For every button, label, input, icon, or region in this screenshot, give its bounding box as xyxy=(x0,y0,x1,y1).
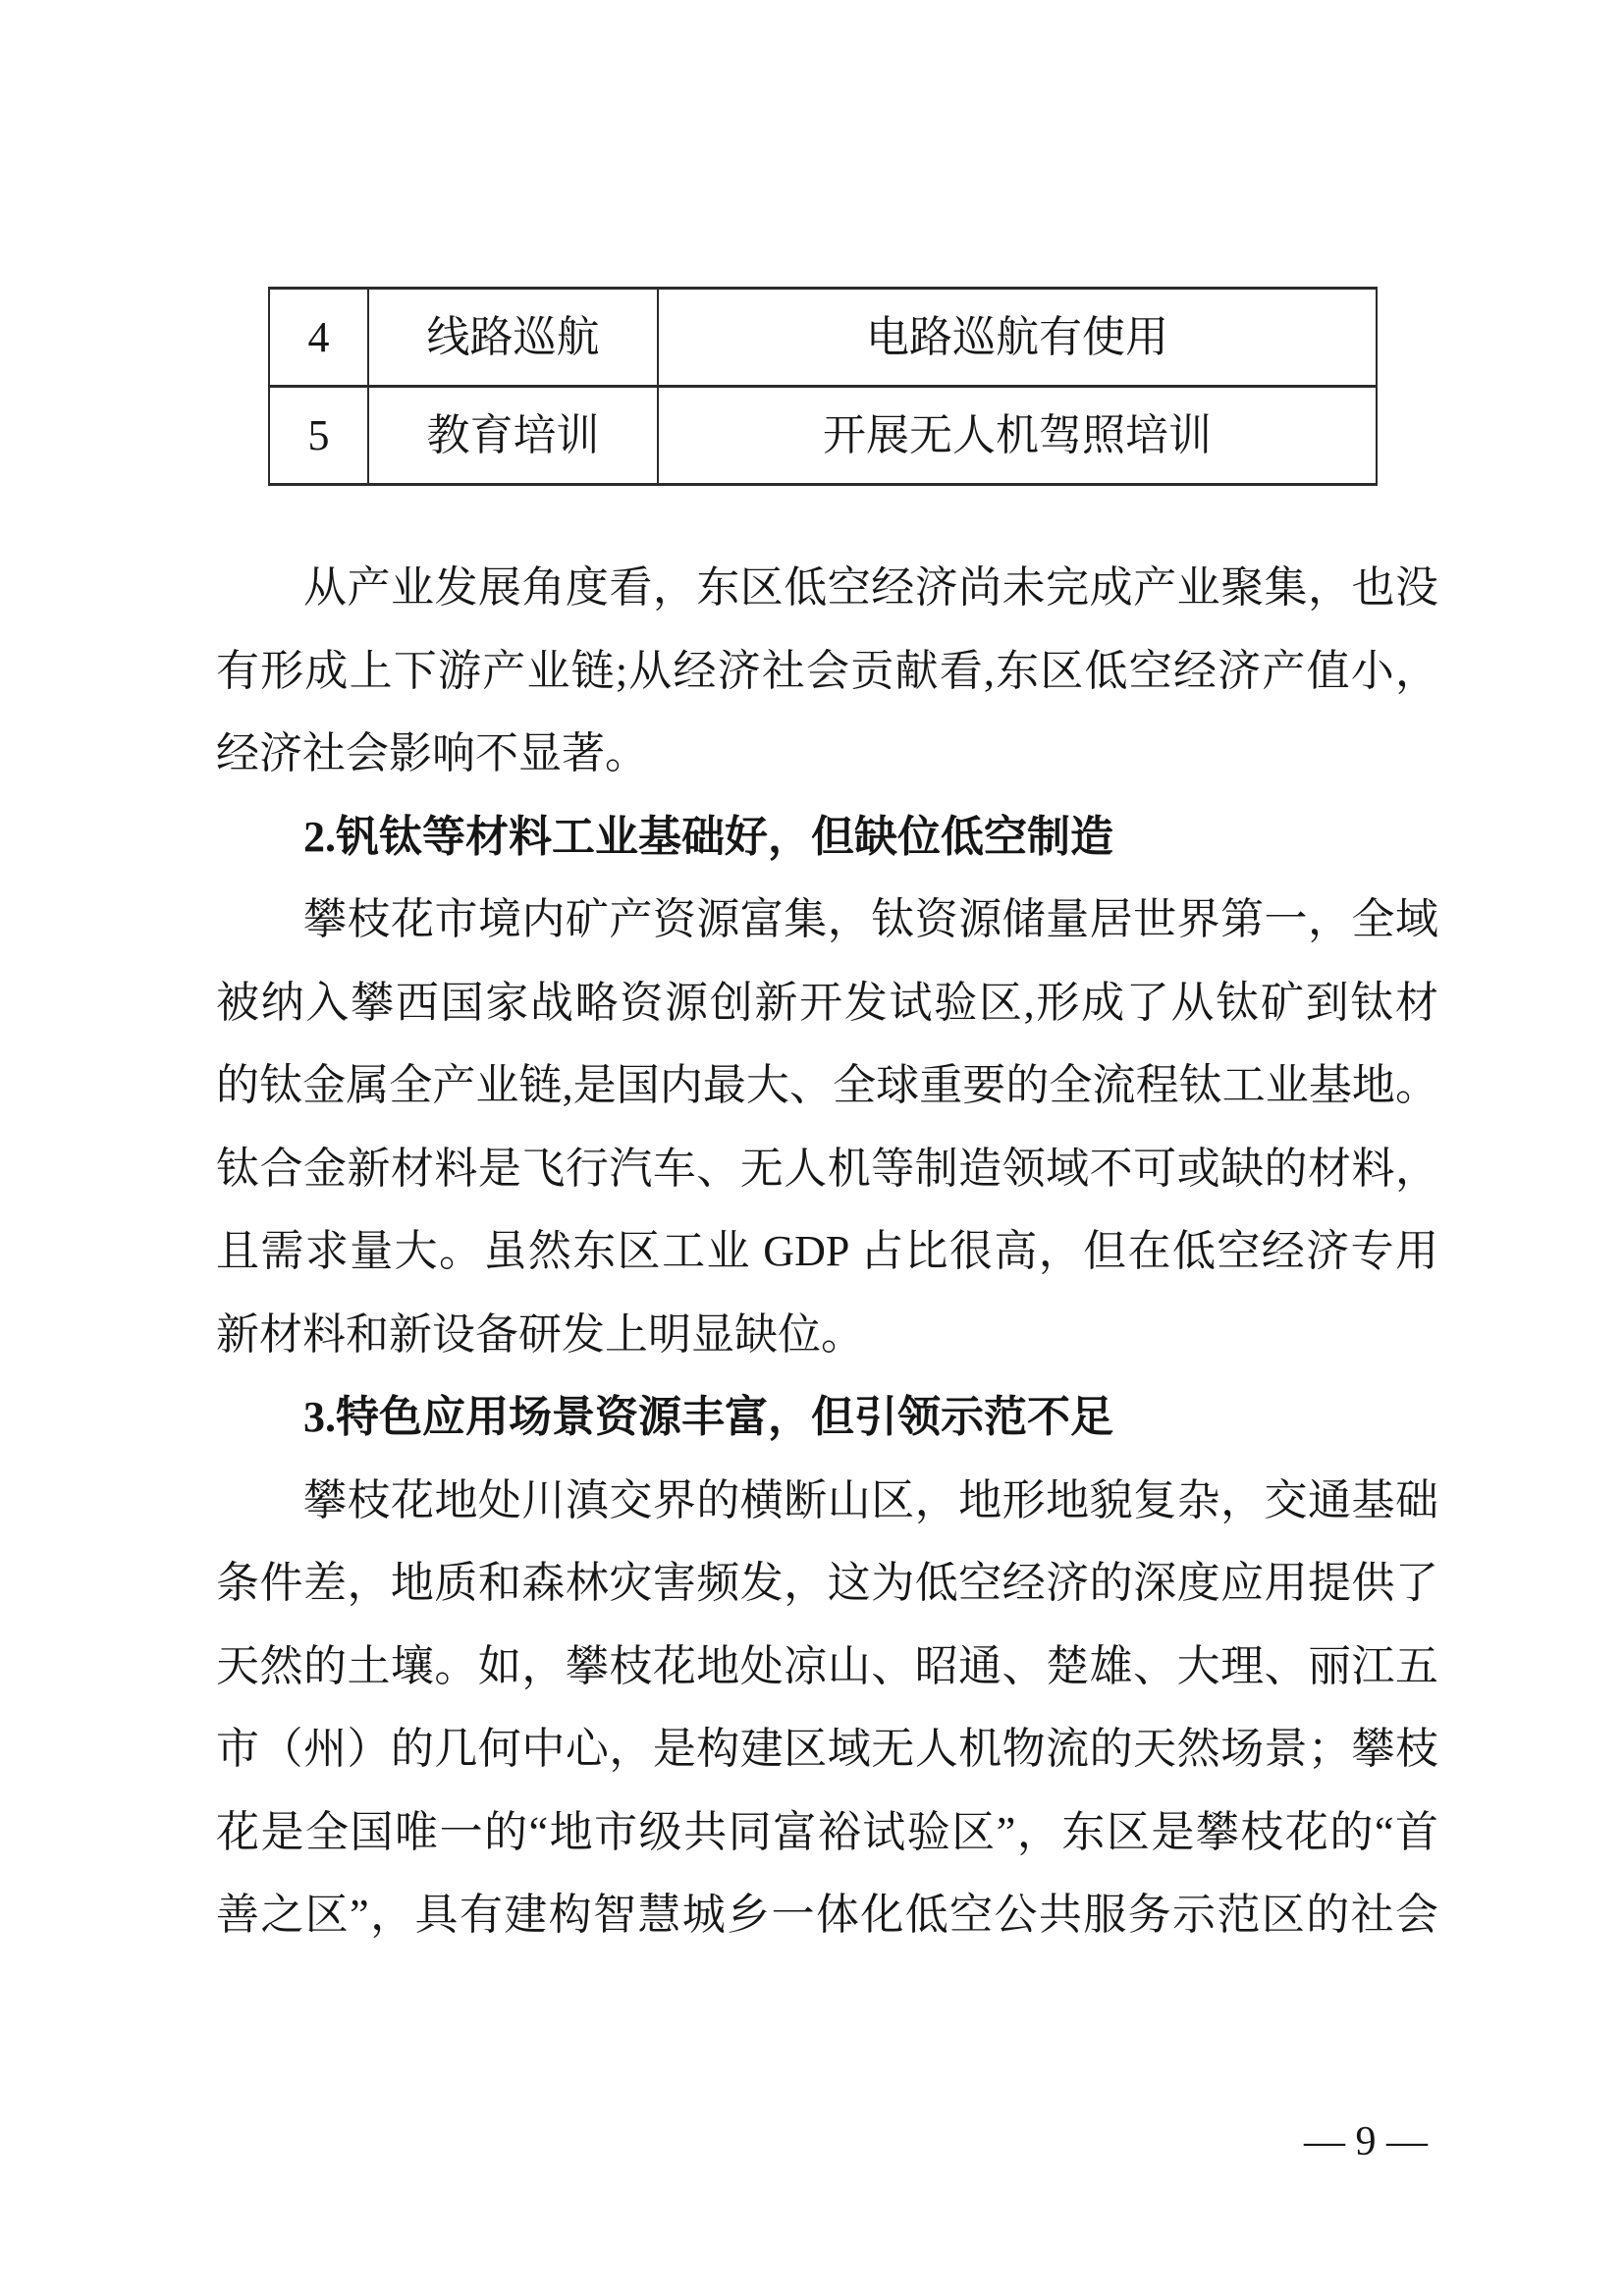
description-cell: 开展无人机驾照培训 xyxy=(658,387,1377,485)
paragraph-line: 市（州）的几何中心，是构建区域无人机物流的天然场景；攀枝 xyxy=(216,1725,1438,1773)
paragraph-line: 经济社会影响不显著。 xyxy=(216,729,648,777)
section-heading-3: 3.特色应用场景资源丰富，但引领示范不足 xyxy=(303,1393,1113,1441)
document-body xyxy=(216,547,1438,1957)
row-index-cell: 5 xyxy=(269,387,368,485)
paragraph-line: 条件差，地质和森林灾害频发，这为低空经济的深度应用提供了 xyxy=(216,1559,1438,1607)
application-scenarios-table xyxy=(268,287,1378,486)
paragraph-line: 攀枝花地处川滇交界的横断山区，地形地貌复杂，交通基础 xyxy=(303,1475,1438,1524)
paragraph-line: 善之区”，具有建构智慧城乡一体化低空公共服务示范区的社会 xyxy=(216,1891,1438,1939)
table-row xyxy=(269,387,1377,485)
paragraph-line: 天然的土壤。如，攀枝花地处凉山、昭通、楚雄、大理、丽江五 xyxy=(216,1641,1438,1690)
paragraph-line: 被纳入攀西国家战略资源创新开发试验区,形成了从钛矿到钛材 xyxy=(216,978,1438,1027)
scenario-cell: 线路巡航 xyxy=(368,289,658,387)
table-row xyxy=(269,289,1377,387)
paragraph-line: 新材料和新设备研发上明显缺位。 xyxy=(216,1309,864,1359)
row-index-cell: 4 xyxy=(269,289,368,387)
paragraph-line: 钛合金新材料是飞行汽车、无人机等制造领域不可或缺的材料， xyxy=(216,1144,1438,1193)
paragraph-line: 花是全国唯一的“地市级共同富裕试验区”，东区是攀枝花的“首 xyxy=(216,1807,1438,1856)
page-number: — 9 — xyxy=(1304,2119,1428,2164)
paragraph-line: 且需求量大。虽然东区工业 GDP 占比很高，但在低空经济专用 xyxy=(216,1227,1438,1275)
paragraph-line: 有形成上下游产业链;从经济社会贡献看,东区低空经济产值小， xyxy=(216,646,1438,695)
section-heading-2: 2.钒钛等材料工业基础好，但缺位低空制造 xyxy=(303,812,1113,861)
paragraph-line: 的钛金属全产业链,是国内最大、全球重要的全流程钛工业基地。 xyxy=(216,1061,1438,1109)
paragraph-line: 从产业发展角度看，东区低空经济尚未完成产业聚集，也没 xyxy=(303,563,1438,612)
scenario-cell: 教育培训 xyxy=(368,387,658,485)
paragraph-line: 攀枝花市境内矿产资源富集，钛资源储量居世界第一，全域 xyxy=(303,895,1438,943)
description-cell: 电路巡航有使用 xyxy=(658,289,1377,387)
